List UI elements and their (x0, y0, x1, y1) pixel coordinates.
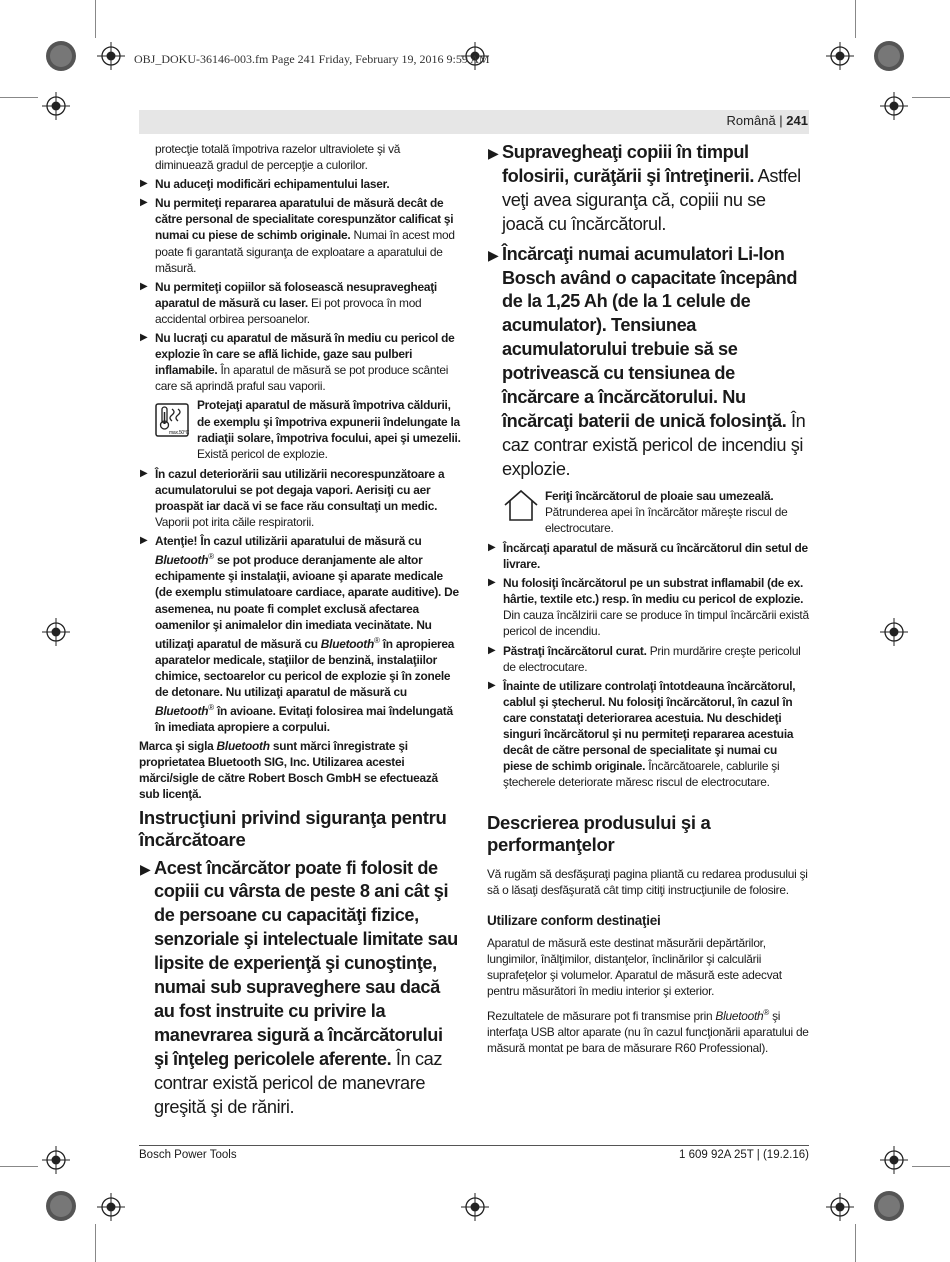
crop-mark (855, 1224, 856, 1262)
section-heading: Descrierea produsului şi a performanţelor (487, 812, 711, 856)
arrow-icon: ▶ (488, 679, 496, 691)
footer-doc-id: 1 609 92A 25T | (19.2.16) (678, 1149, 809, 1161)
text-run: Atenţie! În cazul utilizării aparatului de măsură cu (155, 534, 422, 549)
bold-text: Încărcaţi aparatul de măsură cu încărcătorul din setul de livrare. (503, 540, 808, 572)
crosshair-mark-icon (461, 1193, 489, 1221)
text-run: Rezultatele de măsurare pot fi transmise prin (487, 1009, 716, 1023)
registration-mark-icon (873, 1190, 905, 1222)
bold-text: Păstraţi încărcătorul curat. (503, 643, 647, 658)
registration-mark-icon (45, 1190, 77, 1222)
crosshair-mark-icon (42, 618, 70, 646)
crop-mark (0, 1166, 38, 1167)
arrow-icon: ▶ (140, 332, 148, 344)
bold-text: Nu lucraţi cu aparatul de măsură în mediu cu pericol de explozie în care se află lichide, gaze sau pulberi inflamabile. (155, 331, 455, 378)
text-run: Marca şi sigla (139, 739, 217, 754)
bluetooth-brand: Bluetooth (715, 1009, 764, 1023)
crop-mark (912, 1166, 950, 1167)
plain-text: Din cauza încălzirii care se produce în timpul încărcării există pericol de incendiu. (503, 608, 809, 639)
plain-text: În caz contrar există pericol de manevrare greşită şi de răniri. (154, 1048, 443, 1117)
arrow-icon: ▶ (140, 280, 148, 292)
left-column (139, 141, 461, 1126)
bluetooth-brand: Bluetooth (155, 704, 209, 718)
plain-text: Ei pot provoca în mod accidental orbirea persoanelor. (155, 295, 422, 326)
plain-text: Astfel veţi avea siguranţa că, copiii nu se joacă cu încărcătorul. (502, 165, 801, 234)
registration-mark-icon (873, 40, 905, 72)
crosshair-mark-icon (826, 1193, 854, 1221)
crosshair-mark-icon (880, 618, 908, 646)
arrow-icon: ▶ (140, 178, 148, 190)
plain-text: Prin murdărire creşte pericolul de electrocutare. (503, 643, 801, 674)
running-header-bar (139, 110, 809, 134)
bold-text: Acest încărcător poate fi folosit de copiii cu vârsta de peste 8 ani cât şi de persoane cu capacităţi fizice, senzoriale şi intelectuale limitate sau lipsite de experienţă şi cunoştinţe, numai sub supraveghere sau dacă au fost instruite cu privire la manevrarea sigură a încărcătorului şi înţeleg pericolele aferente. (154, 857, 458, 1069)
footer-rule (139, 1145, 809, 1146)
registration-mark-icon (45, 40, 77, 72)
arrow-icon: ▶ (488, 644, 496, 656)
bold-text (155, 534, 459, 734)
list-item (139, 330, 461, 394)
running-header (727, 113, 808, 128)
crop-mark (912, 97, 950, 98)
registered-mark: ® (763, 1008, 770, 1018)
crosshair-mark-icon (42, 1146, 70, 1174)
footer-brand: Bosch Power Tools (139, 1149, 237, 1161)
paragraph (487, 1005, 809, 1056)
crosshair-mark-icon (97, 1193, 125, 1221)
text-run: în apropierea aparatelor medicale, staţiilor de benzină, instalaţiilor chimice, sectoarelor cu pericol de explozie şi în zonele de detonare. Nu utilizaţi aparatul de măsură cu (155, 636, 455, 699)
subsection-heading: Utilizare conform destinaţiei (487, 912, 661, 928)
plain-text: Încărcătoarele, cablurile şi ştecherele deteriorate măresc riscul de electrocutare. (503, 759, 780, 790)
bluetooth-brand: Bluetooth (155, 553, 209, 568)
list-item (487, 643, 809, 675)
arrow-icon: ▶ (488, 246, 499, 263)
header-language: Română (726, 113, 776, 128)
crosshair-mark-icon (97, 42, 125, 70)
paragraph: Aparatul de măsură este destinat măsurării depărtărilor, lungimilor, înălţimilor, distanţelor, înclinărilor şi calculării suprafeţelor şi volumelor. Aparatul de măsură este adecvat pentru măsurători în mediu interior şi exterior. (487, 935, 782, 998)
max-temperature-label: max.50°C (169, 430, 189, 437)
bold-text: Nu permiteţi copiilor să folosească nesupravegheaţi aparatul de măsură cu laser. (155, 279, 437, 310)
crop-mark (95, 0, 96, 38)
header-separator: | (775, 113, 787, 128)
list-item (487, 243, 809, 482)
arrow-icon: ▶ (140, 197, 148, 209)
max-temperature-icon (155, 403, 189, 437)
arrow-icon: ▶ (140, 535, 148, 547)
paragraph: protecţie totală împotriva razelor ultraviolete şi vă diminuează gradul de percepţie a culorilor. (155, 142, 401, 173)
indoor-use-icon (503, 488, 539, 522)
heat-warning-block (139, 397, 461, 461)
crosshair-mark-icon (880, 92, 908, 120)
list-item (487, 141, 809, 237)
registered-mark: ® (208, 703, 214, 713)
plain-text: Există pericol de explozie. (197, 446, 328, 461)
arrow-icon: ▶ (488, 145, 499, 161)
plain-text: Vaporii pot irita căile respiratorii. (155, 515, 315, 530)
text-run: şi interfaţa USB altor aparate (nu în cazul funcţionării aparatului de măsură montat pe bara de măsurare R60 Professional). (487, 1009, 809, 1056)
registered-mark: ® (374, 635, 380, 645)
file-slug: OBJ_DOKU-36146-003.fm Page 241 Friday, February 19, 2016 9:59 AM (134, 52, 490, 66)
page-number: 241 (786, 113, 808, 128)
bold-text: În cazul deteriorării sau utilizării necorespunzătoare a acumulatorului se pot degaja vapori. Aerisiţi cu aer proaspăt iar dacă vi se face rău consultaţi un medic. (155, 466, 445, 513)
bold-text: Supravegheaţi copiii în timpul folosirii, curăţării şi întreţinerii. (502, 142, 755, 186)
text-run: sunt mărci înregistrate şi proprietatea Bluetooth SIG, Inc. Utilizarea acestei mărci/sigle de către Robert Bosch GmbH se efectuează sub licenţă. (139, 739, 438, 802)
crosshair-mark-icon (42, 92, 70, 120)
list-item (139, 466, 461, 530)
list-item (139, 533, 461, 735)
text-run: în avioane. Evitaţi folosirea mai îndelungată în imediata apropiere a corpului. (155, 704, 453, 735)
bluetooth-brand: Bluetooth (216, 739, 270, 754)
bold-text: Înainte de utilizare controlaţi întotdeauna încărcătorul, cablul şi ştecherul. Nu folosiţi încărcătorul, în cazul în care constataţi deteriorarea acestuia. Nu deschideţi singuri încărcătorul şi nu permiteţi repararea acestuia decât de către personal de specialitate şi numai cu piese de schimb originale. (503, 678, 796, 774)
bold-text: Nu aduceţi modificări echipamentului laser. (155, 177, 390, 192)
crosshair-mark-icon (826, 42, 854, 70)
crop-mark (855, 0, 856, 38)
indoor-use-block (487, 488, 809, 536)
list-item (139, 195, 461, 275)
text-run: se pot produce deranjamente ale altor echipamente şi instalaţii, avioane şi aparate medicale (de exemplu stimulatoare cardiace, aparate auditive). De asemenea, nu poate fi complet exclusă afectarea oamenilor şi animalelor din imediata vecinătate. Nu utilizaţi aparatul de măsură cu (155, 553, 459, 651)
list-item (139, 176, 461, 192)
list-item (487, 540, 809, 572)
bold-text: Nu folosiţi încărcătorul pe un substrat inflamabil (de ex. hârtie, textile etc.) resp. în mediu cu pericol de explozie. (503, 576, 804, 607)
arrow-icon: ▶ (488, 541, 496, 553)
plain-text: Numai în acest mod poate fi garantată siguranţa de exploatare a aparatului de măsură. (155, 228, 455, 275)
section-heading: Instrucţiuni privind siguranţa pentru încărcătoare (139, 806, 447, 850)
bluetooth-brand: Bluetooth (320, 636, 375, 651)
crosshair-mark-icon (880, 1146, 908, 1174)
bold-text: Feriţi încărcătorul de ploaie sau umezeală. (545, 488, 774, 503)
list-item (487, 575, 809, 639)
crop-mark (0, 97, 38, 98)
list-item (487, 678, 809, 791)
crop-mark (95, 1224, 96, 1262)
registered-mark: ® (208, 552, 214, 562)
paragraph: Vă rugăm să desfăşuraţi pagina pliantă cu redarea produsului şi să o lăsaţi desfăşurată cât timp citiţi instrucţiunile de folosire. (487, 867, 808, 898)
bold-text: Încărcaţi numai acumulatori Li-Ion Bosch având o capacitate începând de la 1,25 Ah (de la 1 celule de acumulator). Tensiunea acumulatorului trebuie să se potrivească cu tensiunea de încărcare a încărcătorului. Nu încărcaţi baterii de unică folosinţă. (502, 243, 798, 431)
bold-text: Nu permiteţi repararea aparatului de măsură decât de către personal de specialitate corespunzător calificat şi numai cu piese de schimb originale. (155, 196, 454, 243)
trademark-note (139, 738, 461, 802)
right-column (487, 141, 809, 1058)
arrow-icon: ▶ (488, 577, 496, 589)
arrow-icon: ▶ (140, 860, 151, 877)
list-item (139, 279, 461, 327)
bold-text: Protejaţi aparatul de măsură împotriva căldurii, de exemplu şi împotriva expunerii îndelungate la radiaţii solare, împotriva focului, apei şi umezelii. (197, 398, 461, 445)
plain-text: Pătrunderea apei în încărcător măreşte riscul de electrocutare. (545, 504, 788, 535)
arrow-icon: ▶ (140, 467, 148, 479)
plain-text: În aparatul de măsură se pot produce scântei care să aprindă praful sau vaporii. (155, 363, 449, 394)
plain-text: În caz contrar există pericol de incendiu şi explozie. (502, 410, 806, 479)
list-item (139, 857, 461, 1120)
